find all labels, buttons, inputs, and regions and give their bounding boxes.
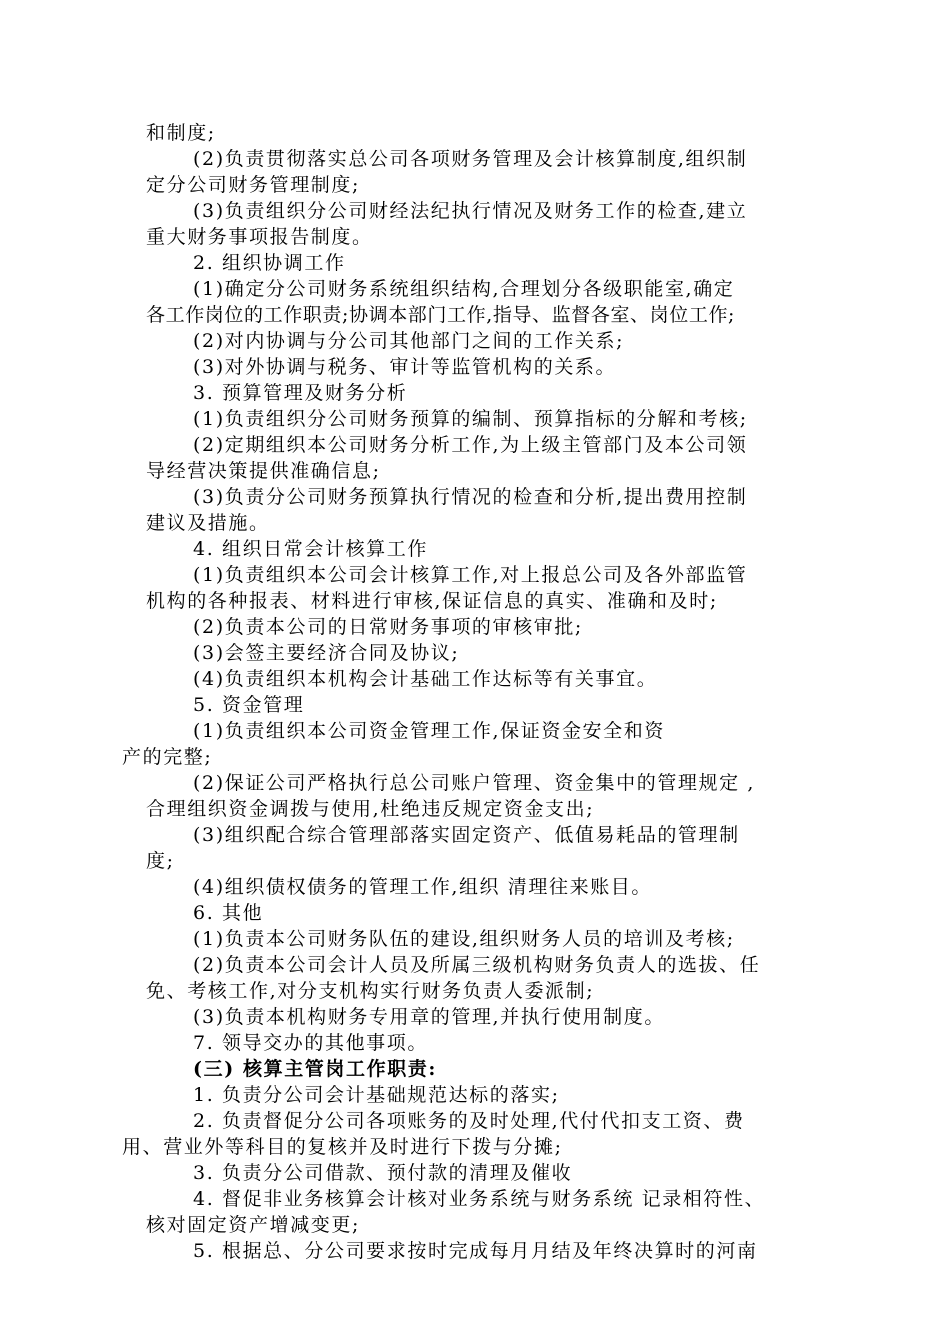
text-line: 和制度; <box>146 122 216 144</box>
text-line: 导经营决策提供准确信息; <box>146 460 381 482</box>
text-line: (1)负责组织分公司财务预算的编制、预算指标的分解和考核; <box>193 408 748 430</box>
text-line: (1)负责组织本公司会计核算工作,对上报总公司及各外部监管 <box>193 564 748 586</box>
text-line: 合理组织资金调拨与使用,杜绝违反规定资金支出; <box>146 798 595 820</box>
text-line: (1)负责组织本公司资金管理工作,保证资金安全和资 <box>193 720 665 742</box>
section-heading: 2. 组织协调工作 <box>193 252 346 274</box>
text-line: 免、考核工作,对分支机构实行财务负责人委派制; <box>146 980 595 1002</box>
text-line: (3)会签主要经济合同及协议; <box>193 642 460 664</box>
text-line: (3)组织配合综合管理部落实固定资产、低值易耗品的管理制 <box>193 824 740 846</box>
text-line: 5. 根据总、分公司要求按时完成每月月结及年终决算时的河南 <box>193 1240 758 1262</box>
text-line: (4)负责组织本机构会计基础工作达标等有关事宜。 <box>193 668 658 690</box>
text-line: (3)负责本机构财务专用章的管理,并执行使用制度。 <box>193 1006 665 1028</box>
text-line: 产的完整; <box>122 746 213 768</box>
text-line: 4. 督促非业务核算会计核对业务系统与财务系统 记录相符性、 <box>193 1188 766 1210</box>
text-line: (1)确定分公司财务系统组织结构,合理划分各级职能室,确定 <box>193 278 735 300</box>
text-line: 7. 领导交办的其他事项。 <box>193 1032 428 1054</box>
text-line: (2)负责本公司的日常财务事项的审核审批; <box>193 616 583 638</box>
text-line: (4)组织债权债务的管理工作,组织 清理往来账目。 <box>193 876 652 898</box>
text-line: 用、营业外等科目的复核并及时进行下拨与分摊; <box>122 1136 563 1158</box>
text-line: (2)负责贯彻落实总公司各项财务管理及会计核算制度,组织制 <box>193 148 748 170</box>
text-line: 2. 负责督促分公司各项账务的及时处理,代付代扣支工资、费 <box>193 1110 745 1132</box>
text-line: (2)定期组织本公司财务分析工作,为上级主管部门及本公司领 <box>193 434 748 456</box>
text-line: (2)对内协调与分公司其他部门之间的工作关系; <box>193 330 625 352</box>
section-heading: 6. 其他 <box>193 902 264 924</box>
text-line: 1. 负责分公司会计基础规范达标的落实; <box>193 1084 560 1106</box>
text-line: (3)对外协调与税务、审计等监管机构的关系。 <box>193 356 617 378</box>
text-line: 各工作岗位的工作职责;协调本部门工作,指导、监督各室、岗位工作; <box>146 304 736 326</box>
section-heading: 5. 资金管理 <box>193 694 305 716</box>
text-line: 定分公司财务管理制度; <box>146 174 361 196</box>
subsection-title: (三) 核算主管岗工作职责: <box>193 1058 438 1080</box>
text-line: (3)负责分公司财务预算执行情况的检查和分析,提出费用控制 <box>193 486 748 508</box>
section-heading: 3. 预算管理及财务分析 <box>193 382 408 404</box>
text-line: (1)负责本公司财务队伍的建设,组织财务人员的培训及考核; <box>193 928 735 950</box>
text-line: 3. 负责分公司借款、预付款的清理及催收 <box>193 1162 573 1184</box>
text-line: 重大财务事项报告制度。 <box>146 226 373 248</box>
text-line: (3)负责组织分公司财经法纪执行情况及财务工作的检查,建立 <box>193 200 748 222</box>
text-line: (2)保证公司严格执行总公司账户管理、资金集中的管理规定 , <box>193 772 755 794</box>
text-line: 机构的各种报表、材料进行审核,保证信息的真实、准确和及时; <box>146 590 718 612</box>
text-line: 度; <box>146 850 175 872</box>
text-line: 核对固定资产增减变更; <box>146 1214 361 1236</box>
section-heading: 4. 组织日常会计核算工作 <box>193 538 428 560</box>
text-line: 建议及措施。 <box>146 512 270 534</box>
text-line: (2)负责本公司会计人员及所属三级机构财务负责人的选拔、任 <box>193 954 761 976</box>
